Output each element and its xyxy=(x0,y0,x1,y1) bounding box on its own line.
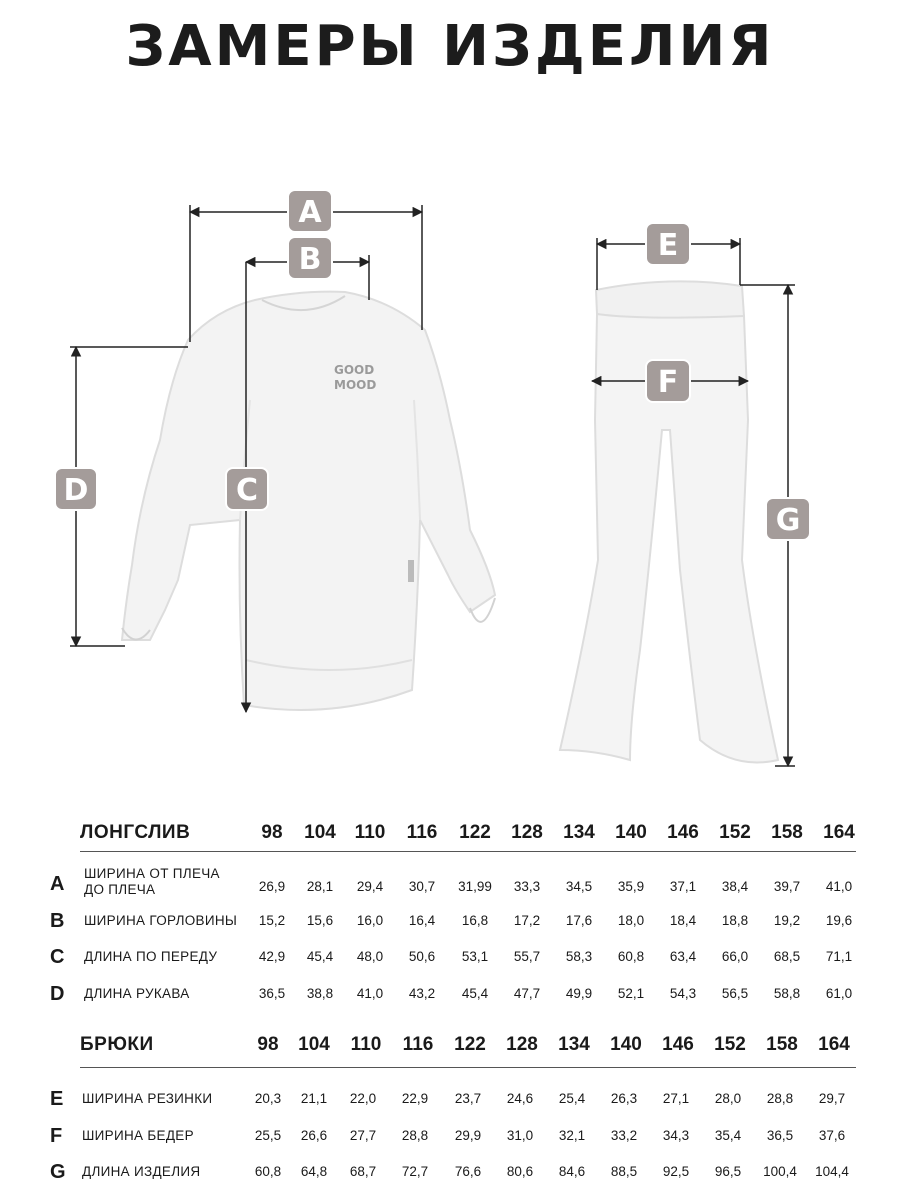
size-header: 134 xyxy=(558,1034,590,1055)
table-cell: 30,7 xyxy=(408,879,436,894)
size-header: 164 xyxy=(823,822,855,843)
pants-header xyxy=(0,1034,900,1060)
logo-line-2: MOOD xyxy=(334,378,377,392)
table-cell: 71,1 xyxy=(825,949,853,964)
table-cell: 42,9 xyxy=(258,949,286,964)
row-label: ДЛИНА ПО ПЕРЕДУ xyxy=(84,949,218,964)
logo-line-1: GOOD xyxy=(334,363,375,377)
size-header: 158 xyxy=(766,1034,798,1055)
svg-text:B: B xyxy=(298,242,322,277)
table-cell: 15,2 xyxy=(258,913,286,928)
table-cell: 41,0 xyxy=(356,986,384,1001)
table-cell: 28,8 xyxy=(766,1091,794,1106)
table-cell: 47,7 xyxy=(513,986,541,1001)
size-header: 152 xyxy=(719,822,751,843)
label-g xyxy=(766,498,810,540)
table-cell: 26,3 xyxy=(610,1091,638,1106)
table-cell: 24,6 xyxy=(506,1091,534,1106)
table-cell: 68,7 xyxy=(349,1164,377,1179)
table-cell: 27,1 xyxy=(662,1091,690,1106)
size-header: 116 xyxy=(406,822,438,843)
table-cell: 28,0 xyxy=(714,1091,742,1106)
size-header: 116 xyxy=(402,1034,434,1055)
table-cell: 26,6 xyxy=(300,1128,328,1143)
table-cell: 100,4 xyxy=(763,1164,797,1179)
row-label-line: ШИРИНА ОТ ПЛЕЧА xyxy=(84,866,220,881)
table-cell: 104,4 xyxy=(815,1164,849,1179)
table-cell: 36,5 xyxy=(258,986,286,1001)
table-cell: 16,0 xyxy=(356,913,384,928)
table-cell: 38,8 xyxy=(306,986,334,1001)
size-header: 110 xyxy=(350,1034,382,1055)
longsleeve-header xyxy=(0,822,900,848)
table-cell: 52,1 xyxy=(617,986,645,1001)
size-header: 128 xyxy=(511,822,543,843)
table-cell: 20,3 xyxy=(254,1091,282,1106)
table-cell: 29,4 xyxy=(356,879,384,894)
table-cell: 29,7 xyxy=(818,1091,846,1106)
longsleeve-illustration xyxy=(122,292,495,710)
size-header: 98 xyxy=(257,1034,279,1055)
table-cell: 49,9 xyxy=(565,986,593,1001)
page-title: ЗАМЕРЫ ИЗДЕЛИЯ xyxy=(125,14,775,79)
table-cell: 23,7 xyxy=(454,1091,482,1106)
row-label: ШИРИНА БЕДЕР xyxy=(82,1128,194,1143)
table-cell: 43,2 xyxy=(408,986,436,1001)
svg-text:G: G xyxy=(775,503,801,538)
size-header: 128 xyxy=(506,1034,538,1055)
table-cell: 17,2 xyxy=(513,913,541,928)
label-c xyxy=(226,468,268,510)
row-label: ДЛИНА РУКАВА xyxy=(84,986,190,1001)
size-header: 152 xyxy=(714,1034,746,1055)
svg-text:E: E xyxy=(657,228,679,263)
row-letter: A xyxy=(50,873,65,895)
row-label: ШИРИНА РЕЗИНКИ xyxy=(82,1091,213,1106)
table-cell: 34,5 xyxy=(565,879,593,894)
size-header: 164 xyxy=(818,1034,850,1055)
table-cell: 33,2 xyxy=(610,1128,638,1143)
table-cell: 19,2 xyxy=(773,913,801,928)
table-cell: 33,3 xyxy=(513,879,541,894)
table-cell: 38,4 xyxy=(721,879,749,894)
row-label: ШИРИНА ГОРЛОВИНЫ xyxy=(84,913,238,928)
size-header: 104 xyxy=(298,1034,330,1055)
row-letter: D xyxy=(50,983,65,1005)
table-cell: 25,4 xyxy=(558,1091,586,1106)
longsleeve-title: ЛОНГСЛИВ xyxy=(80,822,191,843)
size-header: 146 xyxy=(667,822,699,843)
pants-illustration xyxy=(560,281,778,762)
table-cell: 61,0 xyxy=(825,986,853,1001)
table-cell: 15,6 xyxy=(306,913,334,928)
table-cell: 35,9 xyxy=(617,879,645,894)
table-cell: 28,8 xyxy=(401,1128,429,1143)
table-cell: 72,7 xyxy=(401,1164,429,1179)
svg-text:C: C xyxy=(235,473,259,508)
table-cell: 50,6 xyxy=(408,949,436,964)
size-header: 134 xyxy=(563,822,595,843)
size-header: 140 xyxy=(610,1034,642,1055)
table-cell: 58,8 xyxy=(773,986,801,1001)
table-cell: 45,4 xyxy=(461,986,489,1001)
table-cell: 56,5 xyxy=(721,986,749,1001)
table-cell: 32,1 xyxy=(558,1128,586,1143)
table-cell: 68,5 xyxy=(773,949,801,964)
svg-text:A: A xyxy=(298,195,322,230)
table-cell: 88,5 xyxy=(610,1164,638,1179)
table-cell: 37,6 xyxy=(818,1128,846,1143)
table-cell: 63,4 xyxy=(669,949,697,964)
size-header: 104 xyxy=(304,822,336,843)
label-b xyxy=(288,237,332,279)
table-cell: 58,3 xyxy=(565,949,593,964)
size-header: 146 xyxy=(662,1034,694,1055)
row-letter: B xyxy=(50,910,65,932)
row-label xyxy=(84,866,220,898)
table-cell: 55,7 xyxy=(513,949,541,964)
table-cell: 34,3 xyxy=(662,1128,690,1143)
table-cell: 16,4 xyxy=(408,913,436,928)
table-cell: 35,4 xyxy=(714,1128,742,1143)
table-cell: 19,6 xyxy=(825,913,853,928)
table-cell: 31,0 xyxy=(506,1128,534,1143)
table-cell: 27,7 xyxy=(349,1128,377,1143)
table-cell: 29,9 xyxy=(454,1128,482,1143)
table-cell: 25,5 xyxy=(254,1128,282,1143)
size-header: 98 xyxy=(261,822,283,843)
table-cell: 22,0 xyxy=(349,1091,377,1106)
table-cell: 26,9 xyxy=(258,879,286,894)
table-cell: 17,6 xyxy=(565,913,593,928)
size-header: 158 xyxy=(771,822,803,843)
size-header: 122 xyxy=(454,1034,486,1055)
table-cell: 36,5 xyxy=(766,1128,794,1143)
table-cell: 53,1 xyxy=(461,949,489,964)
table-cell: 66,0 xyxy=(721,949,749,964)
divider xyxy=(80,1067,856,1068)
table-cell: 37,1 xyxy=(669,879,697,894)
table-cell: 54,3 xyxy=(669,986,697,1001)
label-a xyxy=(288,190,332,232)
row-label-line: ДО ПЛЕЧА xyxy=(84,882,156,897)
table-cell: 22,9 xyxy=(401,1091,429,1106)
table-cell: 28,1 xyxy=(306,879,334,894)
row-letter: C xyxy=(50,946,65,968)
divider xyxy=(80,851,856,852)
label-d xyxy=(55,468,97,510)
table-cell: 18,8 xyxy=(721,913,749,928)
table-cell: 64,8 xyxy=(300,1164,328,1179)
table-cell: 39,7 xyxy=(773,879,801,894)
row-letter: F xyxy=(50,1125,63,1147)
size-header: 122 xyxy=(459,822,491,843)
table-cell: 18,4 xyxy=(669,913,697,928)
row-letter: G xyxy=(50,1161,66,1183)
table-cell: 16,8 xyxy=(461,913,489,928)
table-cell: 48,0 xyxy=(356,949,384,964)
table-cell: 96,5 xyxy=(714,1164,742,1179)
svg-text:F: F xyxy=(657,365,679,400)
table-cell: 41,0 xyxy=(825,879,853,894)
table-cell: 18,0 xyxy=(617,913,645,928)
table-cell: 31,99 xyxy=(458,879,492,894)
table-cell: 21,1 xyxy=(300,1091,328,1106)
label-e xyxy=(646,223,690,265)
svg-text:D: D xyxy=(63,473,89,508)
table-cell: 60,8 xyxy=(617,949,645,964)
table-cell: 80,6 xyxy=(506,1164,534,1179)
row-letter: E xyxy=(50,1088,64,1110)
table-cell: 45,4 xyxy=(306,949,334,964)
table-cell: 60,8 xyxy=(254,1164,282,1179)
table-cell: 92,5 xyxy=(662,1164,690,1179)
row-label: ДЛИНА ИЗДЕЛИЯ xyxy=(82,1164,201,1179)
size-header: 140 xyxy=(615,822,647,843)
size-header: 110 xyxy=(354,822,386,843)
table-cell: 76,6 xyxy=(454,1164,482,1179)
label-f xyxy=(646,360,690,402)
pants-title: БРЮКИ xyxy=(80,1034,154,1055)
table-cell: 84,6 xyxy=(558,1164,586,1179)
